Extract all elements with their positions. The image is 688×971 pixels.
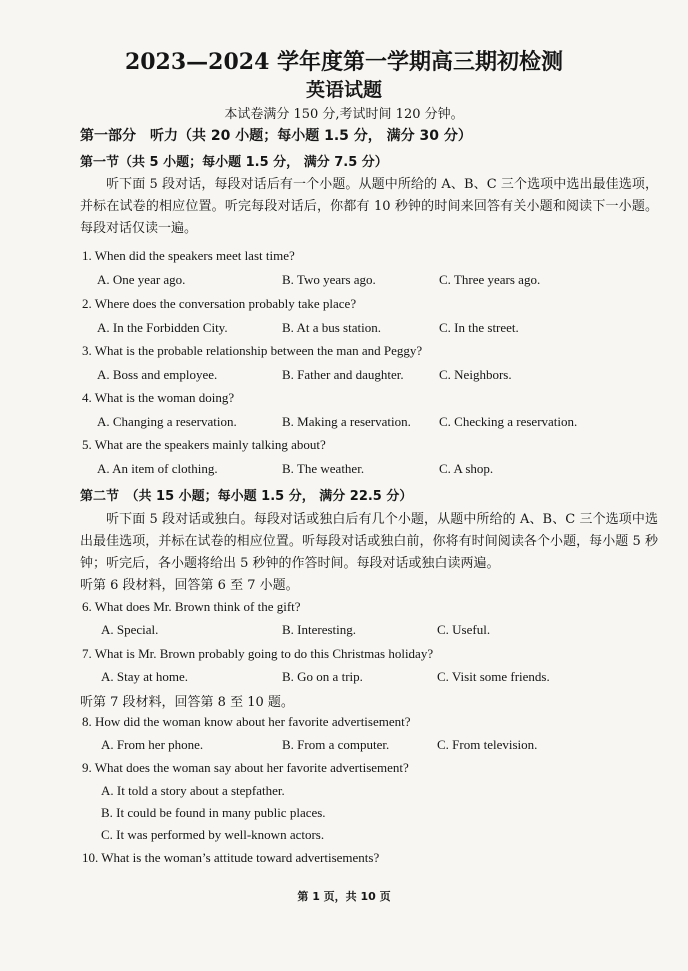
q9-option-a: A. It told a story about a stepfather. <box>101 783 285 798</box>
section1-heading: 第一节（共 5 小题；每小题 1.5 分， 满分 7.5 分） <box>80 155 388 170</box>
q3-option-a: A. Boss and employee. <box>97 367 218 382</box>
q7-option-a: A. Stay at home. <box>101 669 189 684</box>
q3-option-b: B. Father and daughter. <box>282 367 404 382</box>
q7-option-c: C. Visit some friends. <box>437 669 550 684</box>
q4-option-c: C. Checking a reservation. <box>439 414 578 429</box>
section2-heading: 第二节 （共 15 小题；每小题 1.5 分， 满分 22.5 分） <box>80 489 413 504</box>
section2-instructions: 听下面 5 段对话或独白。每段对话或独白后有几个小题，从题中所给的 A、B、C 三个选项中选出最佳选项，并标在试卷的相应位置。听每段对话或独白前，你将有时间阅读各个小题，每小题 5 秒钟；听完后，各小题将给出 5 秒钟的作答时间。每段对话或独白读两遍。 <box>80 512 658 571</box>
q8-option-b: B. From a computer. <box>282 737 390 752</box>
question-2: 2. Where does the conversation probably take place? <box>82 296 357 311</box>
q5-option-b: B. The weather. <box>282 461 365 476</box>
question-1: 1. When did the speakers meet last time? <box>82 248 295 263</box>
question-10: 10. What is the woman’s attitude toward advertisements? <box>82 850 380 865</box>
q5-option-c: C. A shop. <box>439 461 494 476</box>
q1-option-a: A. One year ago. <box>97 272 186 287</box>
page-number: 第 1 页，共 10 页 <box>297 890 391 903</box>
q3-option-c: C. Neighbors. <box>439 367 512 382</box>
q8-option-c: C. From television. <box>437 737 538 752</box>
q2-option-b: B. At a bus station. <box>282 320 381 335</box>
question-6: 6. What does Mr. Brown think of the gift? <box>82 599 301 614</box>
exam-title: 2023—2024 学年度第一学期高三期初检测 <box>124 49 564 75</box>
q9-option-b: B. It could be found in many public places. <box>101 805 326 820</box>
question-5: 5. What are the speakers mainly talking about? <box>82 437 326 452</box>
exam-subtitle: 英语试题 <box>305 79 382 101</box>
q8-option-a: A. From her phone. <box>101 737 204 752</box>
question-4: 4. What is the woman doing? <box>82 390 235 405</box>
q2-option-a: A. In the Forbidden City. <box>97 320 228 335</box>
question-7: 7. What is Mr. Brown probably going to do this Christmas holiday? <box>82 646 434 661</box>
q1-option-c: C. Three years ago. <box>439 272 541 287</box>
exam-note: 本试卷满分 150 分,考试时间 120 分钟。 <box>224 107 464 122</box>
material-6-intro: 听第 6 段材料，回答第 6 至 7 小题。 <box>80 578 299 593</box>
q4-option-a: A. Changing a reservation. <box>97 414 237 429</box>
q2-option-c: C. In the street. <box>439 320 519 335</box>
question-8: 8. How did the woman know about her favorite advertisement? <box>82 714 411 729</box>
q9-option-c: C. It was performed by well-known actors. <box>101 827 325 842</box>
material-7-intro: 听第 7 段材料，回答第 8 至 10 题。 <box>80 695 294 710</box>
part1-heading: 第一部分 听力（共 20 小题；每小题 1.5 分， 满分 30 分） <box>80 128 472 144</box>
q6-option-b: B. Interesting. <box>282 622 357 637</box>
section1-instructions: 听下面 5 段对话，每段对话后有一个小题。从题中所给的 A、B、C 三个选项中选出最佳选项，并标在试卷的相应位置。听完每段对话后，你都有 10 秒钟的时间来回答有关小题和阅读下一小题。每段对话仅读一遍。 <box>80 177 658 236</box>
q5-option-a: A. An item of clothing. <box>97 461 218 476</box>
question-3: 3. What is the probable relationship between the man and Peggy? <box>82 343 423 358</box>
q6-option-c: C. Useful. <box>437 622 491 637</box>
q6-option-a: A. Special. <box>101 622 159 637</box>
question-9: 9. What does the woman say about her favorite advertisement? <box>82 760 409 775</box>
q1-option-b: B. Two years ago. <box>282 272 376 287</box>
q7-option-b: B. Go on a trip. <box>282 669 363 684</box>
q4-option-b: B. Making a reservation. <box>282 414 411 429</box>
